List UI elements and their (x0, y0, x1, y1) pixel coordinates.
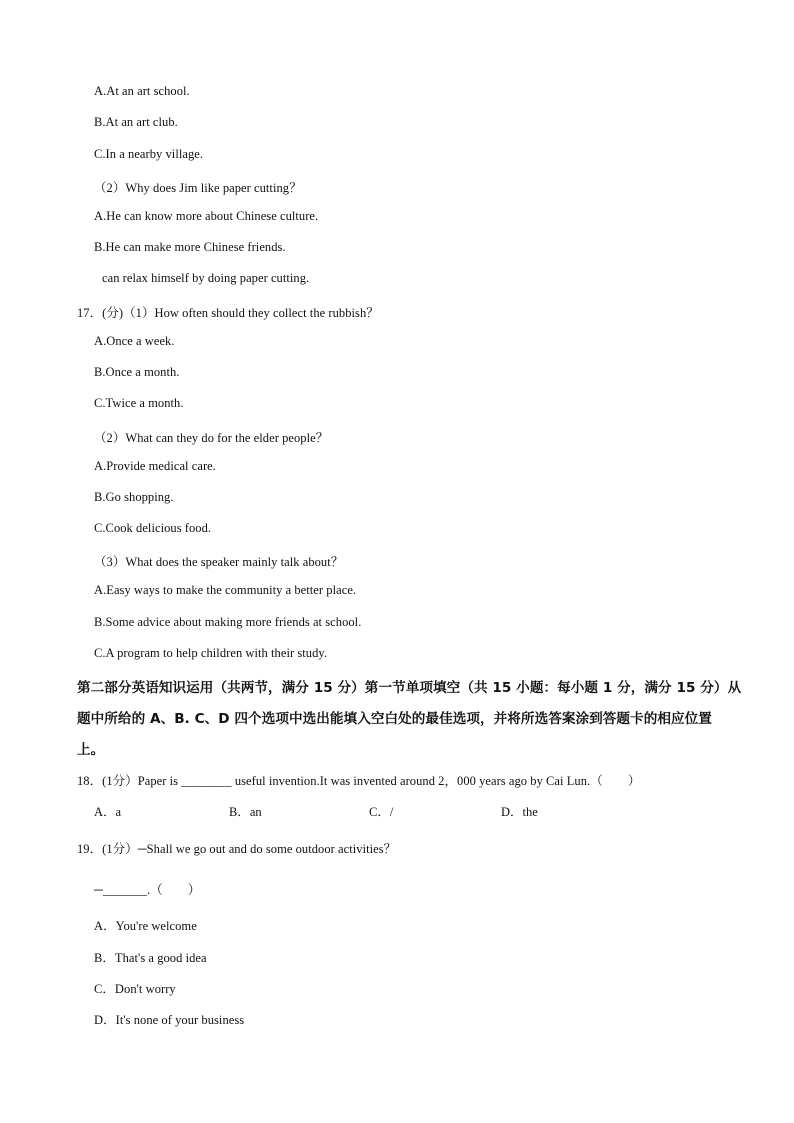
q17-part1-option-a: A.Once a week. (94, 334, 175, 348)
q18-option-a: A．a (94, 805, 122, 819)
q18-question: 18．(1分）Paper is ________ useful invention.It was invented around 2，000 years ago by Cai Lun.（ ） (77, 774, 641, 788)
q19-question: 19．(1分）─Shall we go out and do some outdoor activities？ (77, 842, 397, 856)
q19-answer-line: ─_______.（ ） (94, 883, 201, 897)
q17-part2-question: （2）What can they do for the elder people？ (94, 431, 329, 445)
section2-heading-line3: 上。 (77, 742, 105, 758)
q17-part3-option-b: B.Some advice about making more friends at school. (94, 615, 362, 629)
q17-part3-option-c: C.A program to help children with their study. (94, 646, 328, 660)
q18-option-c: C．/ (369, 805, 394, 819)
q17-part1-option-c: C.Twice a month. (94, 396, 184, 410)
q19-option-c: C．Don't worry (94, 982, 176, 996)
q17-part2-option-b: B.Go shopping. (94, 490, 174, 504)
q18-option-d: D．the (501, 805, 538, 819)
section2-heading-line1: 第二部分英语知识运用（共两节，满分 15 分）第一节单项填空（共 15 小题：每小题 1 分，满分 15 分）从 (77, 680, 742, 696)
q17-part3-question: （3）What does the speaker mainly talk about？ (94, 555, 344, 569)
q17-part2-option-c: C.Cook delicious food. (94, 521, 212, 535)
q17-part3-option-a: A.Easy ways to make the community a better place. (94, 583, 357, 597)
q16-option-b: B.At an art club. (94, 115, 178, 129)
q19-option-d: D．It's none of your business (94, 1013, 245, 1027)
section2-heading-line2: 题中所给的 A、B. C、D 四个选项中选出能填入空白处的最佳选项，并将所选答案涂到答题卡的相应位置 (77, 711, 712, 727)
q19-option-b: B．That's a good idea (94, 951, 207, 965)
q19-option-a: A．You're welcome (94, 919, 197, 933)
q16-option-a: A.At an art school. (94, 84, 190, 98)
q16-part2-option-b: B.He can make more Chinese friends. (94, 240, 286, 254)
q16-part2-question: （2）Why does Jim like paper cutting？ (94, 181, 302, 195)
q16-part2-option-c: can relax himself by doing paper cutting. (102, 271, 310, 285)
q17-part1-option-b: B.Once a month. (94, 365, 180, 379)
q17-part1-question: 17．(分)（1）How often should they collect the rubbish？ (77, 306, 379, 320)
q17-part2-option-a: A.Provide medical care. (94, 459, 216, 473)
q16-option-c: C.In a nearby village. (94, 147, 204, 161)
q18-option-b: B．an (229, 805, 262, 819)
q16-part2-option-a: A.He can know more about Chinese culture. (94, 209, 319, 223)
